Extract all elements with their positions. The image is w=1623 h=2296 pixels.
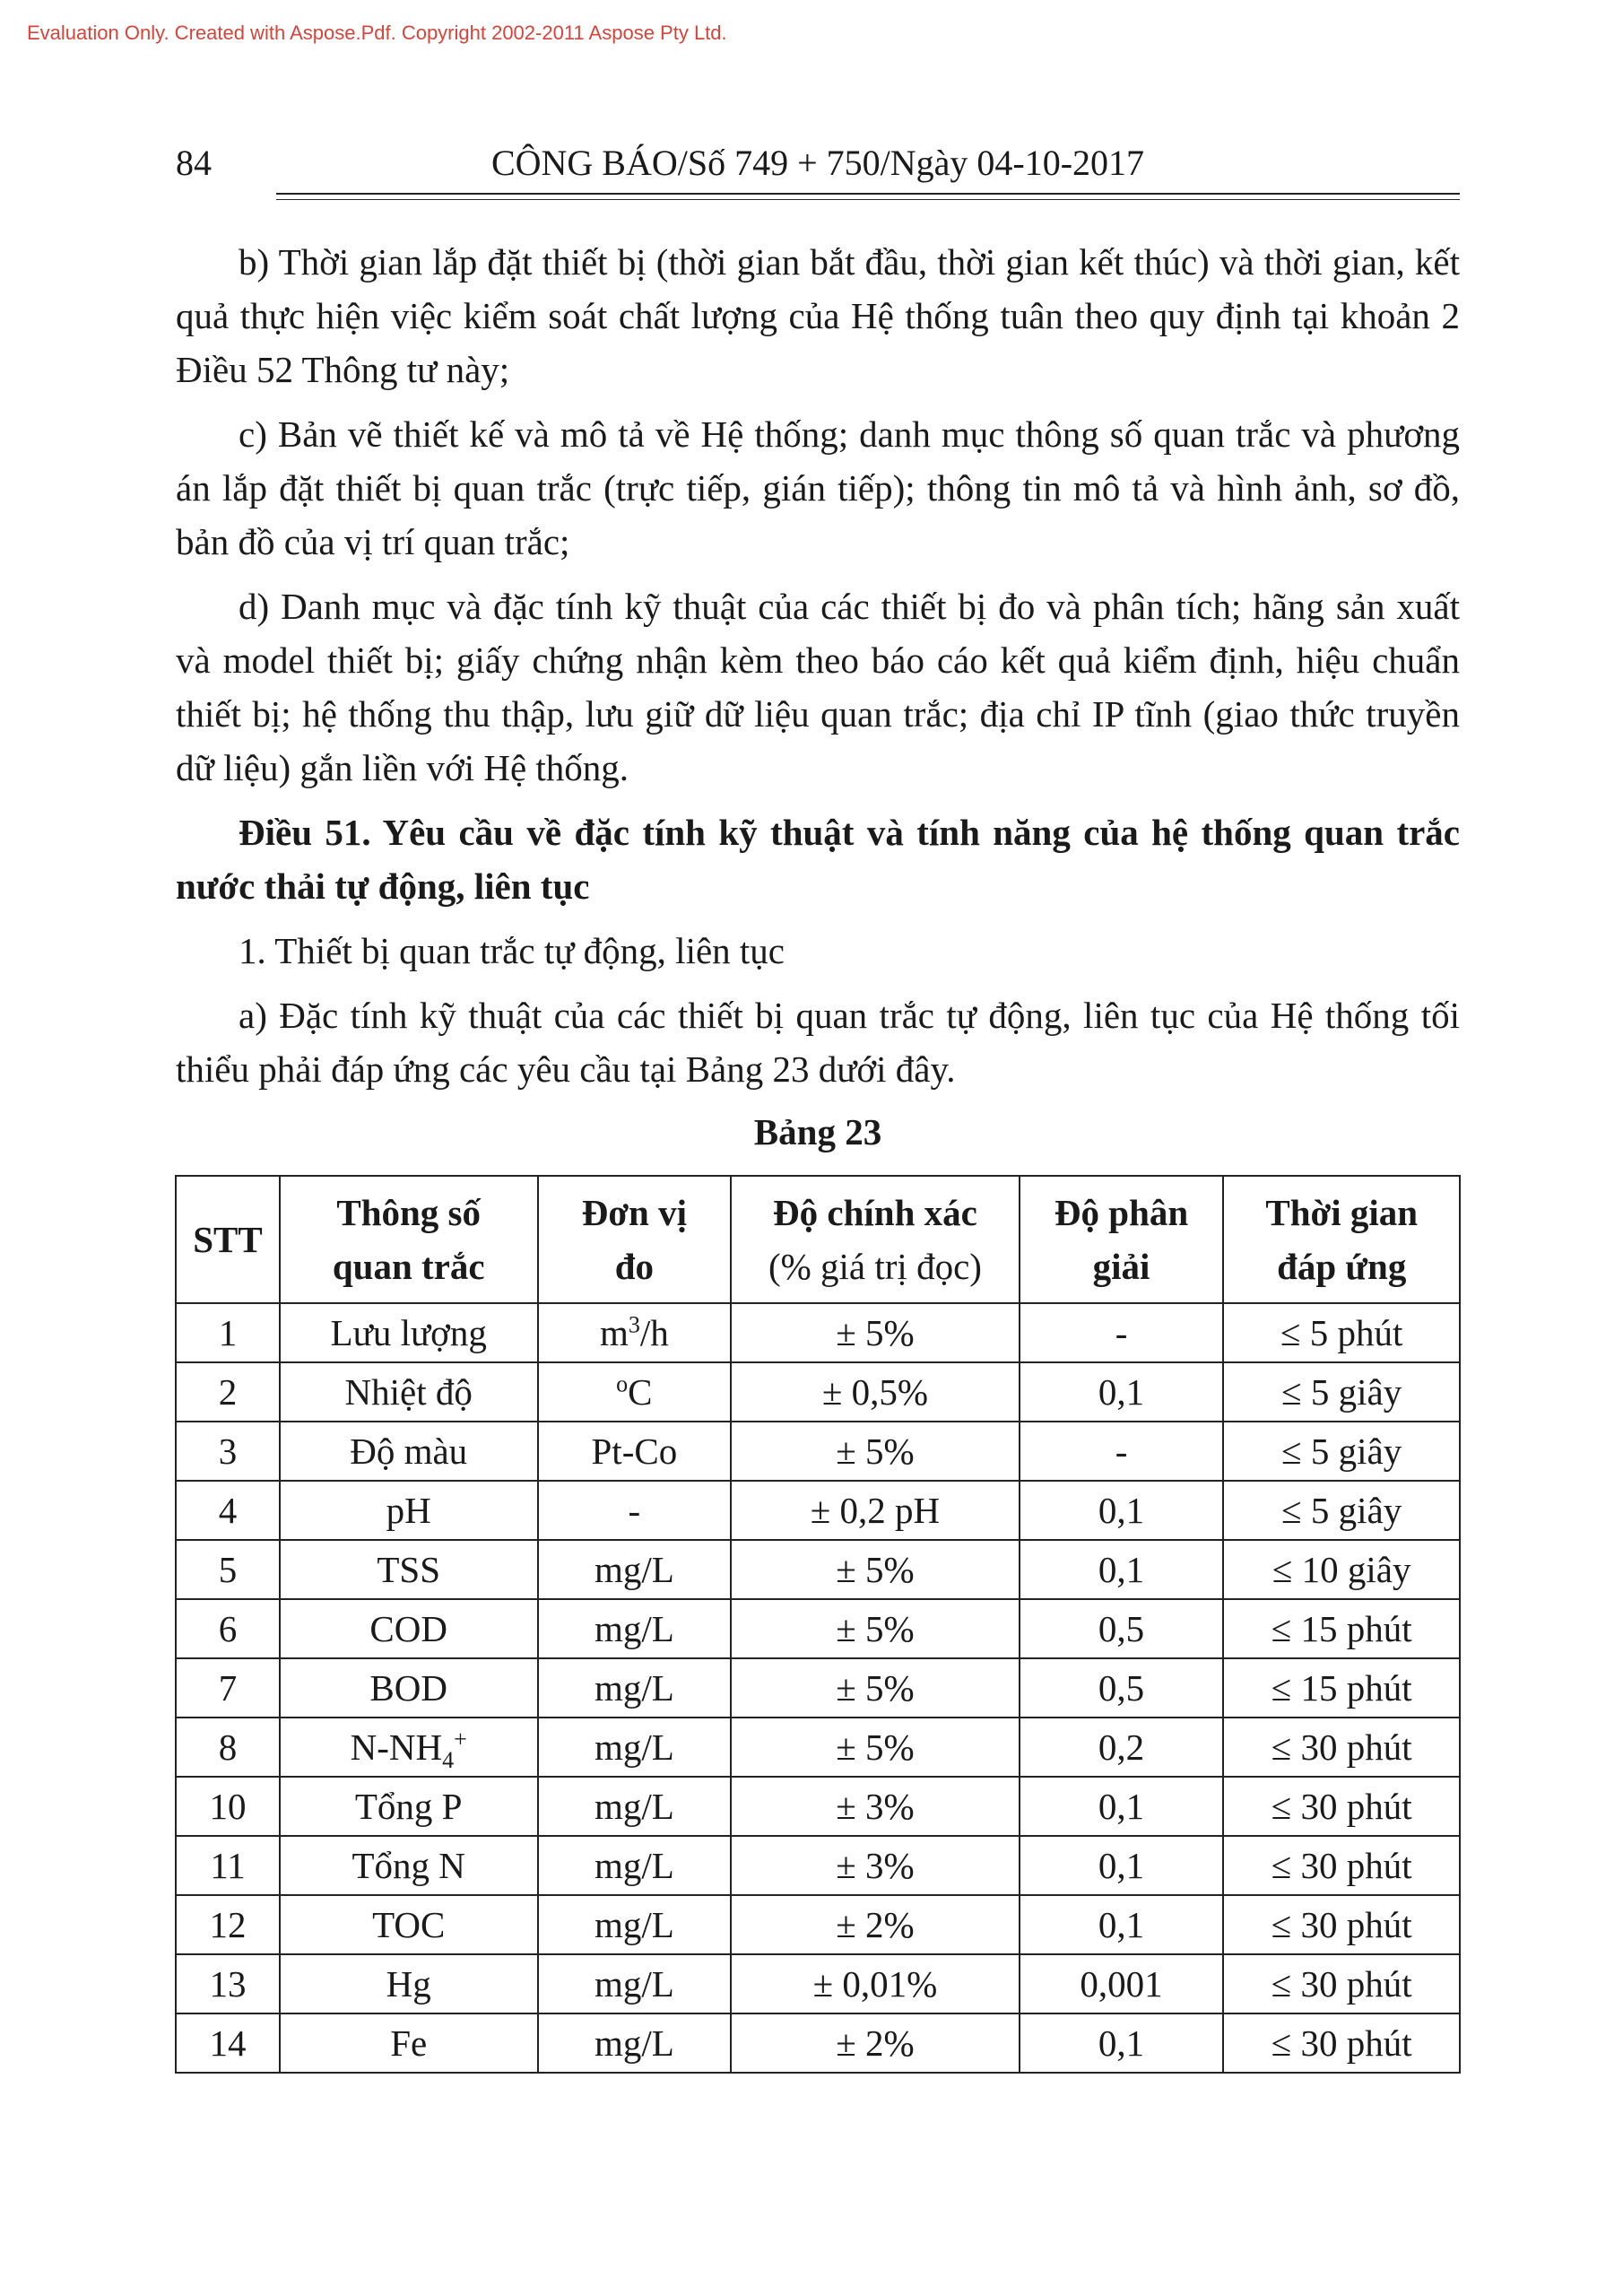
cell-parameter: COD: [280, 1599, 538, 1658]
header-response-time: Thời gian đáp ứng: [1223, 1176, 1460, 1303]
table-row: [176, 2013, 1460, 2073]
page-number: 84: [176, 143, 212, 183]
cell-response-time: ≤ 30 phút: [1223, 1777, 1460, 1836]
table-row: [176, 1836, 1460, 1895]
cell-accuracy: ± 5%: [731, 1658, 1020, 1718]
cell-stt: 6: [176, 1599, 280, 1658]
cell-resolution: 0,1: [1020, 2013, 1224, 2073]
cell-parameter: pH: [280, 1481, 538, 1540]
cell-response-time: ≤ 30 phút: [1223, 1718, 1460, 1777]
cell-parameter: Nhiệt độ: [280, 1362, 538, 1422]
cell-unit: mg/L: [538, 1599, 732, 1658]
cell-response-time: ≤ 5 giây: [1223, 1362, 1460, 1422]
table-row: [176, 1895, 1460, 1954]
paragraph-item-1: 1. Thiết bị quan trắc tự động, liên tục: [239, 930, 785, 971]
cell-accuracy: ± 3%: [731, 1836, 1020, 1895]
table-row: [176, 1954, 1460, 2013]
cell-stt: 8: [176, 1718, 280, 1777]
document-body: [176, 235, 1460, 1107]
table-row: [176, 1481, 1460, 1540]
cell-response-time: ≤ 5 giây: [1223, 1422, 1460, 1481]
cell-response-time: ≤ 30 phút: [1223, 1836, 1460, 1895]
cell-response-time: ≤ 15 phút: [1223, 1599, 1460, 1658]
table-row: [176, 1718, 1460, 1777]
cell-stt: 10: [176, 1777, 280, 1836]
header-rule-thin: [276, 199, 1460, 200]
cell-accuracy: ± 0,5%: [731, 1362, 1020, 1422]
cell-unit: mg/L: [538, 2013, 732, 2073]
article-heading: Điều 51. Yêu cầu về đặc tính kỹ thuật và tính năng của hệ thống quan trắc nước thải tự động, liên tục: [176, 812, 1460, 907]
cell-stt: 7: [176, 1658, 280, 1718]
paragraph-d: d) Danh mục và đặc tính kỹ thuật của các thiết bị đo và phân tích; hãng sản xuất và model thiết bị; giấy chứng nhận kèm theo báo cáo kết quả kiểm định, hiệu chuẩn thiết bị; hệ thống thu thập, lưu giữ dữ liệu quan trắc; địa chỉ IP tĩnh (giao thức truyền dữ liệu) gắn liền với Hệ thống.: [176, 586, 1460, 788]
cell-accuracy: ± 5%: [731, 1599, 1020, 1658]
cell-resolution: 0,5: [1020, 1599, 1224, 1658]
cell-stt: 13: [176, 1954, 280, 2013]
cell-accuracy: ± 3%: [731, 1777, 1020, 1836]
cell-parameter: TOC: [280, 1895, 538, 1954]
cell-response-time: ≤ 30 phút: [1223, 1895, 1460, 1954]
cell-unit: $m^3/h$: [538, 1303, 732, 1362]
paragraph-b: b) Thời gian lắp đặt thiết bị (thời gian bắt đầu, thời gian kết thúc) và thời gian, kết quả thực hiện việc kiểm soát chất lượng của Hệ thống tuân theo quy định tại khoản 2 Điều 52 Thông tư này;: [176, 241, 1460, 390]
cell-unit: mg/L: [538, 1718, 732, 1777]
cell-response-time: ≤ 15 phút: [1223, 1658, 1460, 1718]
cell-response-time: ≤ 5 giây: [1223, 1481, 1460, 1540]
cell-parameter: $N-NH_4^+$: [280, 1718, 538, 1777]
table-row: [176, 1303, 1460, 1362]
header-stt: STT: [176, 1176, 280, 1303]
cell-resolution: 0,1: [1020, 1836, 1224, 1895]
paragraph-item-a: a) Đặc tính kỹ thuật của các thiết bị quan trắc tự động, liên tục của Hệ thống tối thiểu phải đáp ứng các yêu cầu tại Bảng 23 dưới đây.: [176, 995, 1460, 1090]
table-caption: Bảng 23: [753, 1111, 882, 1152]
cell-response-time: ≤ 5 phút: [1223, 1303, 1460, 1362]
cell-parameter: Lưu lượng: [280, 1303, 538, 1362]
cell-response-time: ≤ 30 phút: [1223, 1954, 1460, 2013]
cell-parameter: BOD: [280, 1658, 538, 1718]
cell-parameter: TSS: [280, 1540, 538, 1599]
cell-unit: mg/L: [538, 1954, 732, 2013]
header-rule: [276, 193, 1460, 195]
running-title: CÔNG BÁO/Số 749 + 750/Ngày 04-10-2017: [490, 143, 1145, 183]
cell-resolution: 0,5: [1020, 1658, 1224, 1718]
page-header: [176, 136, 1460, 190]
cell-unit: mg/L: [538, 1895, 732, 1954]
cell-resolution: -: [1020, 1303, 1224, 1362]
cell-parameter: Tổng N: [280, 1836, 538, 1895]
cell-stt: 4: [176, 1481, 280, 1540]
cell-stt: 11: [176, 1836, 280, 1895]
cell-resolution: 0,1: [1020, 1540, 1224, 1599]
cell-resolution: 0,1: [1020, 1777, 1224, 1836]
cell-stt: 14: [176, 2013, 280, 2073]
spec-table: [175, 1175, 1461, 2074]
cell-resolution: 0,1: [1020, 1481, 1224, 1540]
table-header-row: [176, 1176, 1460, 1303]
cell-stt: 2: [176, 1362, 280, 1422]
header-accuracy: Độ chính xác (% giá trị đọc): [731, 1176, 1020, 1303]
cell-unit: mg/L: [538, 1777, 732, 1836]
cell-stt: 1: [176, 1303, 280, 1362]
table-row: [176, 1540, 1460, 1599]
header-parameter: Thông số quan trắc: [280, 1176, 538, 1303]
cell-unit: Pt-Co: [538, 1422, 732, 1481]
cell-accuracy: ± 5%: [731, 1422, 1020, 1481]
table-row: [176, 1777, 1460, 1836]
cell-accuracy: ± 0,2 pH: [731, 1481, 1020, 1540]
cell-unit: mg/L: [538, 1836, 732, 1895]
cell-accuracy: ± 5%: [731, 1540, 1020, 1599]
table-row: [176, 1599, 1460, 1658]
header-resolution: Độ phân giải: [1020, 1176, 1224, 1303]
cell-stt: 12: [176, 1895, 280, 1954]
cell-accuracy: ± 2%: [731, 2013, 1020, 2073]
cell-unit: -: [538, 1481, 732, 1540]
cell-parameter: Fe: [280, 2013, 538, 2073]
cell-resolution: 0,1: [1020, 1362, 1224, 1422]
cell-unit: mg/L: [538, 1658, 732, 1718]
watermark-text: Evaluation Only. Created with Aspose.Pdf. Copyright 2002-2011 Aspose Pty Ltd.: [27, 22, 727, 44]
cell-accuracy: ± 5%: [731, 1718, 1020, 1777]
cell-resolution: 0,1: [1020, 1895, 1224, 1954]
header-unit: Đơn vị đo: [538, 1176, 732, 1303]
cell-parameter: Độ màu: [280, 1422, 538, 1481]
cell-parameter: Tổng P: [280, 1777, 538, 1836]
cell-unit: $^o$C: [538, 1362, 732, 1422]
cell-stt: 3: [176, 1422, 280, 1481]
cell-response-time: ≤ 30 phút: [1223, 2013, 1460, 2073]
cell-resolution: -: [1020, 1422, 1224, 1481]
table-row: [176, 1422, 1460, 1481]
cell-resolution: 0,001: [1020, 1954, 1224, 2013]
table-row: [176, 1658, 1460, 1718]
cell-parameter: Hg: [280, 1954, 538, 2013]
cell-resolution: 0,2: [1020, 1718, 1224, 1777]
cell-response-time: ≤ 10 giây: [1223, 1540, 1460, 1599]
table-row: [176, 1362, 1460, 1422]
cell-accuracy: ± 5%: [731, 1303, 1020, 1362]
cell-accuracy: ± 0,01%: [731, 1954, 1020, 2013]
cell-accuracy: ± 2%: [731, 1895, 1020, 1954]
paragraph-c: c) Bản vẽ thiết kế và mô tả về Hệ thống; danh mục thông số quan trắc và phương án lắp đặt thiết bị quan trắc (trực tiếp, gián tiếp); thông tin mô tả và hình ảnh, sơ đồ, bản đồ của vị trí quan trắc;: [176, 413, 1460, 562]
cell-unit: mg/L: [538, 1540, 732, 1599]
cell-stt: 5: [176, 1540, 280, 1599]
